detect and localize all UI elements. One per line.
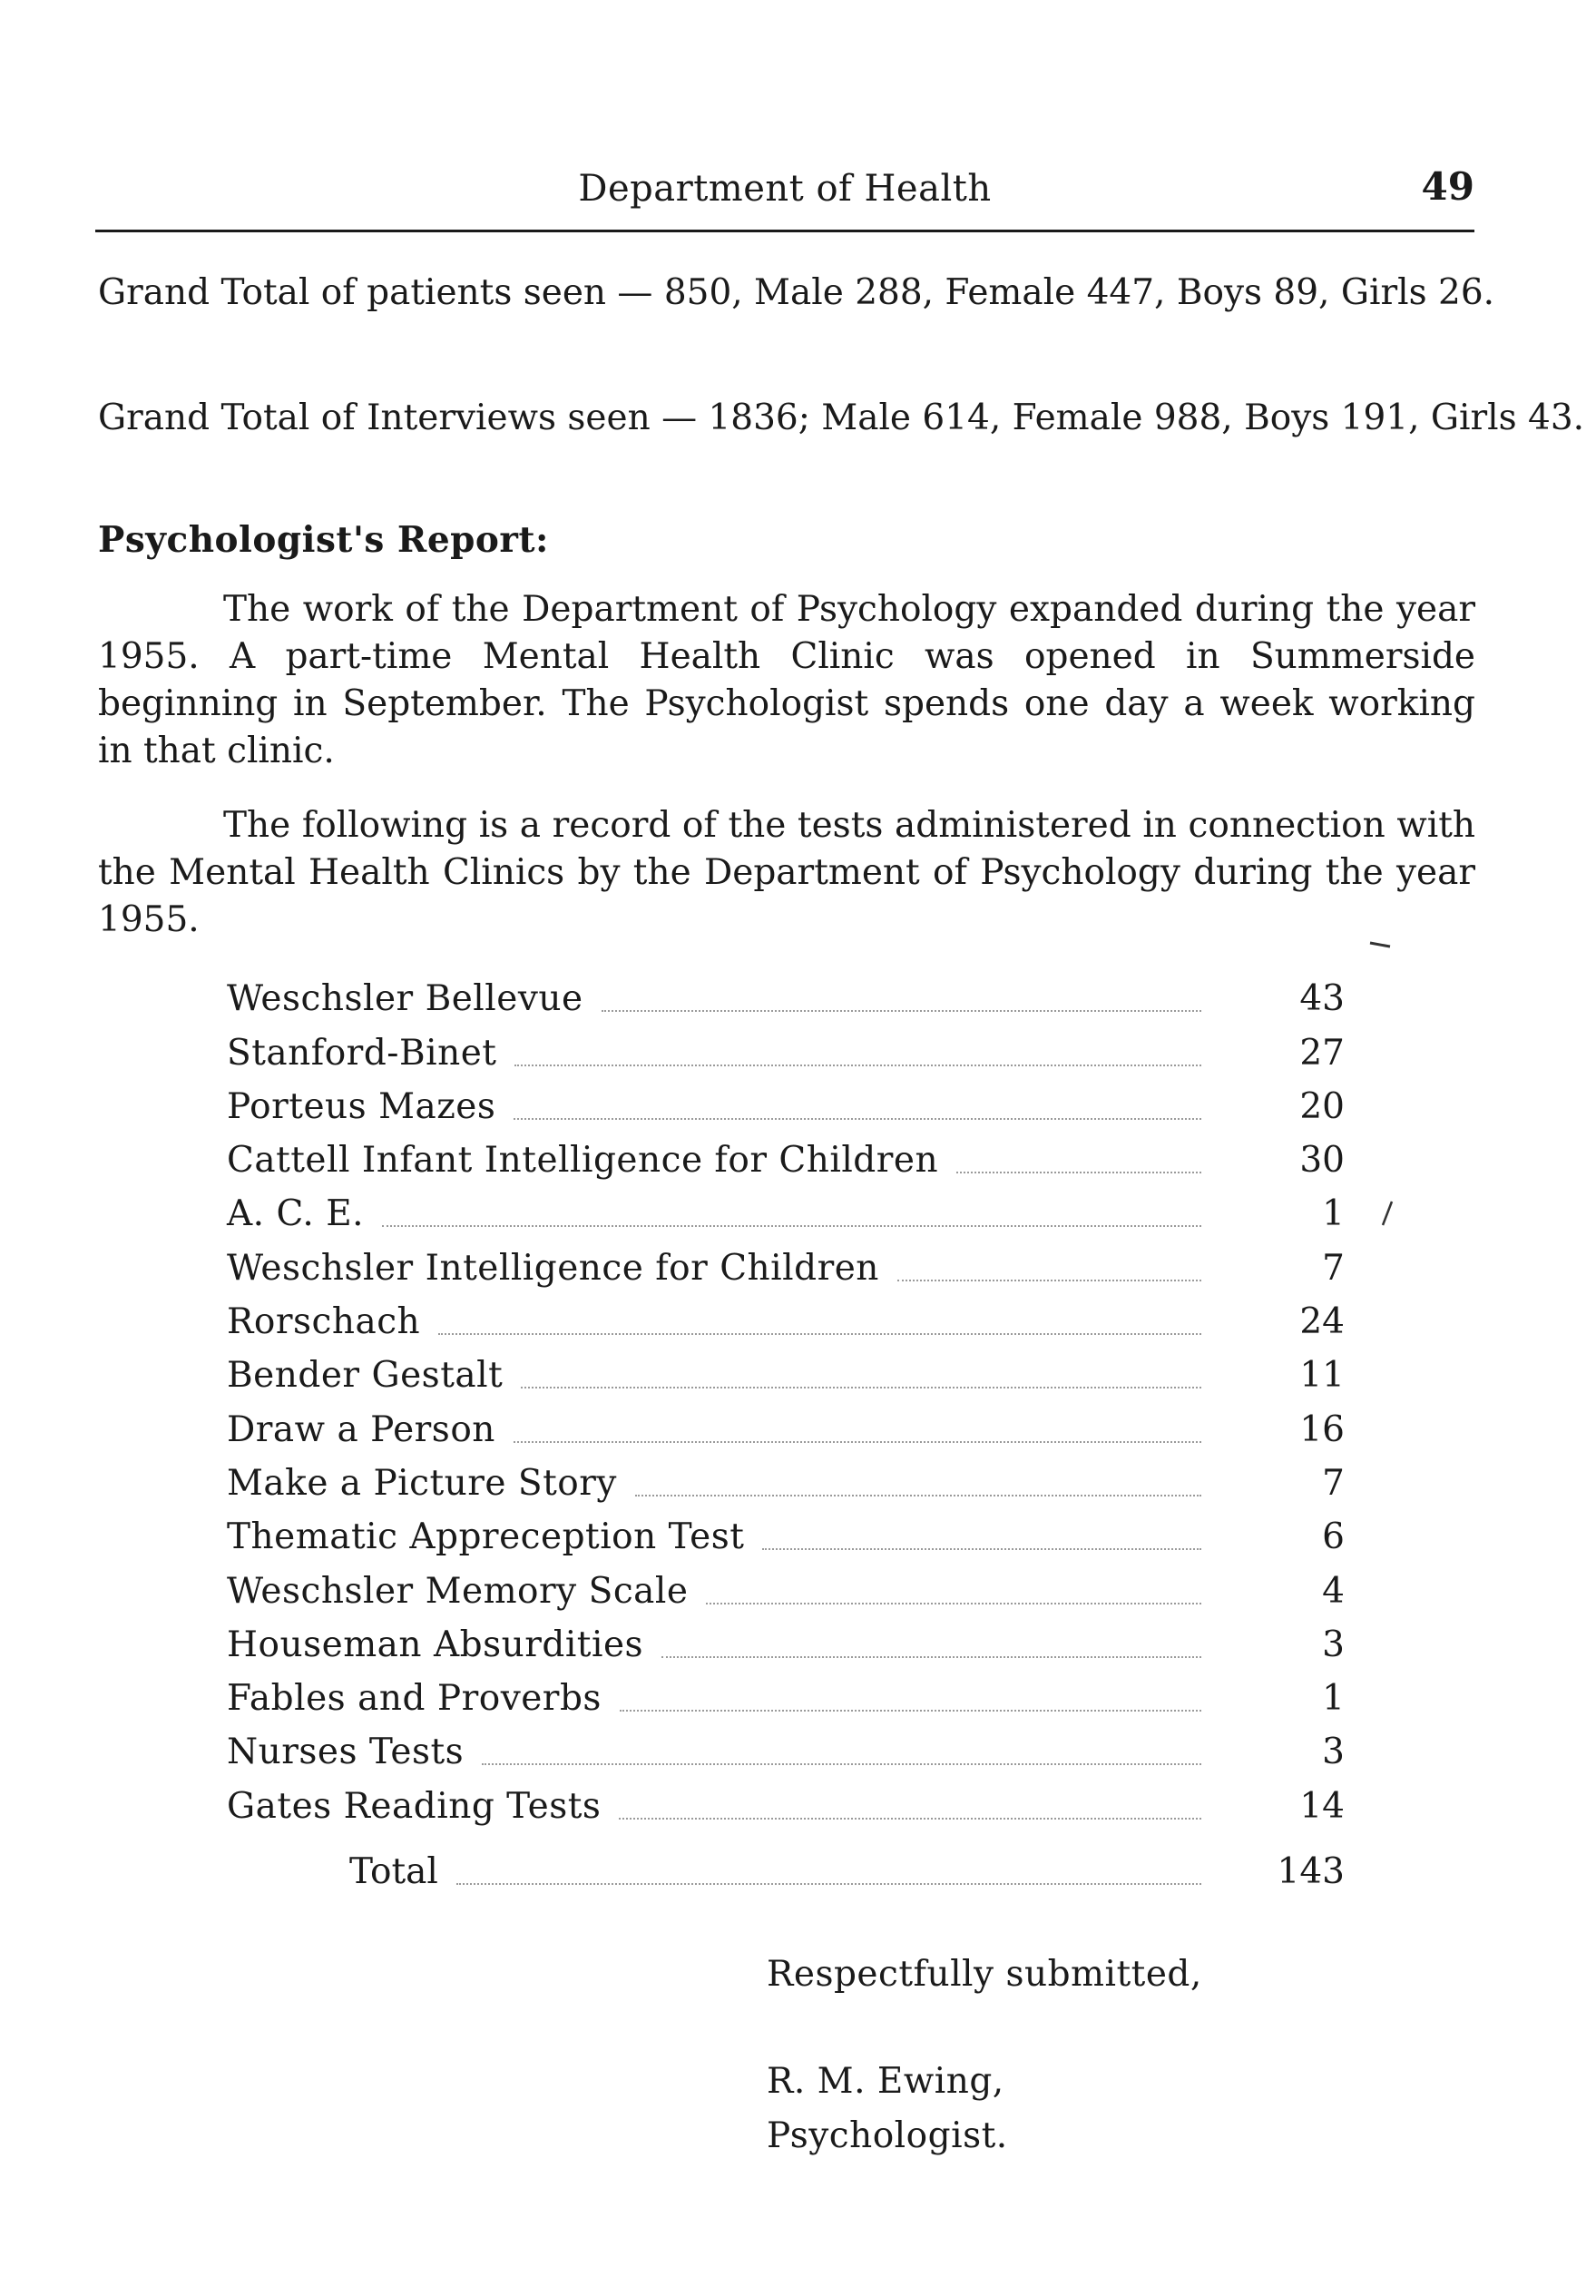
test-row [227, 1722, 1352, 1776]
test-count: 3 [1322, 1732, 1345, 1773]
test-count: 14 [1299, 1785, 1345, 1827]
test-count: 11 [1299, 1355, 1345, 1397]
test-row [227, 1023, 1352, 1076]
running-head [95, 164, 1474, 222]
test-row [227, 1776, 1352, 1830]
test-row [227, 1077, 1352, 1131]
test-row [227, 1292, 1352, 1346]
dot-leader [602, 1010, 1201, 1012]
test-count: 1 [1322, 1678, 1345, 1720]
test-name: Stanford-Binet [227, 1032, 497, 1074]
test-count: 4 [1322, 1570, 1345, 1612]
test-row [227, 1238, 1352, 1291]
test-name: Fables and Proverbs [227, 1678, 602, 1720]
test-name: A. C. E. [227, 1193, 365, 1235]
test-name: Weschsler Intelligence for Children [227, 1247, 879, 1289]
dot-leader [619, 1818, 1201, 1820]
dot-leader [956, 1172, 1201, 1173]
running-title: Department of Health [578, 168, 992, 210]
record-paragraph: The following is a record of the tests administered in connection with the Mental Health Clinics by the Department of Psychology during the year 1955. [98, 805, 1475, 940]
total-count: 143 [1277, 1851, 1345, 1892]
signatory-title: Psychologist. [767, 2115, 1008, 2156]
test-row [227, 1454, 1352, 1507]
dot-leader [661, 1656, 1201, 1658]
dot-leader [438, 1333, 1201, 1335]
test-row [227, 1346, 1352, 1399]
test-row [227, 1615, 1352, 1669]
test-row [227, 969, 1352, 1023]
dot-leader [635, 1495, 1201, 1496]
dot-leader [521, 1387, 1201, 1388]
test-count: 43 [1299, 978, 1345, 1020]
test-name: Porteus Mazes [227, 1085, 496, 1127]
page-number: 49 [1421, 164, 1474, 209]
dot-leader [620, 1710, 1201, 1712]
header-rule [95, 230, 1474, 232]
dot-leader [514, 1065, 1201, 1066]
pencil-check-mark [1379, 1198, 1397, 1234]
test-count: 7 [1322, 1247, 1345, 1289]
pencil-tick-mark [1368, 939, 1395, 957]
dot-leader [456, 1883, 1201, 1885]
section-heading: Psychologist's Report: [98, 519, 549, 561]
dot-leader [514, 1441, 1201, 1443]
test-count: 20 [1299, 1085, 1345, 1127]
test-count: 30 [1299, 1140, 1345, 1182]
dot-leader [382, 1225, 1201, 1227]
test-name: Cattell Infant Intelligence for Children [227, 1140, 939, 1182]
test-count: 6 [1322, 1516, 1345, 1558]
test-count: 7 [1322, 1462, 1345, 1504]
test-count: 24 [1299, 1301, 1345, 1343]
test-row [227, 1131, 1352, 1184]
test-count: 27 [1299, 1032, 1345, 1074]
test-name: Thematic Appreception Test [227, 1516, 745, 1558]
test-count: 3 [1322, 1624, 1345, 1665]
closing-line: Respectfully submitted, [767, 1954, 1202, 1995]
test-count: 16 [1299, 1408, 1345, 1450]
test-name: Make a Picture Story [227, 1462, 617, 1504]
test-name: Rorschach [227, 1301, 421, 1343]
test-name: Gates Reading Tests [227, 1785, 602, 1827]
work-paragraph: The work of the Department of Psychology expanded during the year 1955. A part-time Mental Health Clinic was opened in Summerside beginning in September. The Psychologist spends one day a week working in that clinic. [98, 589, 1475, 771]
dot-leader [706, 1603, 1201, 1604]
test-count: 1 [1322, 1193, 1345, 1235]
test-row [227, 1669, 1352, 1722]
test-row [227, 1399, 1352, 1453]
test-row [227, 1507, 1352, 1561]
dot-leader [514, 1118, 1201, 1120]
dot-leader [762, 1548, 1201, 1550]
test-name: Bender Gestalt [227, 1355, 504, 1397]
test-name: Nurses Tests [227, 1732, 465, 1773]
dot-leader [897, 1280, 1201, 1281]
test-name: Houseman Absurdities [227, 1624, 644, 1665]
dot-leader [482, 1763, 1201, 1765]
test-name: Draw a Person [227, 1408, 495, 1450]
tests-table [227, 969, 1352, 1830]
test-row [227, 1184, 1352, 1238]
signatory-name: R. M. Ewing, [767, 2061, 1004, 2102]
total-row [227, 1842, 1352, 1896]
test-row [227, 1561, 1352, 1614]
test-name: Weschsler Bellevue [227, 978, 583, 1020]
test-name: Weschsler Memory Scale [227, 1570, 689, 1612]
patients-total-paragraph: Grand Total of patients seen — 850, Male 288, Female 447, Boys 89, Girls 26. [98, 272, 1495, 313]
interviews-total-paragraph: Grand Total of Interviews seen — 1836; Male 614, Female 988, Boys 191, Girls 43. [98, 397, 1585, 438]
total-label: Total [349, 1851, 438, 1892]
